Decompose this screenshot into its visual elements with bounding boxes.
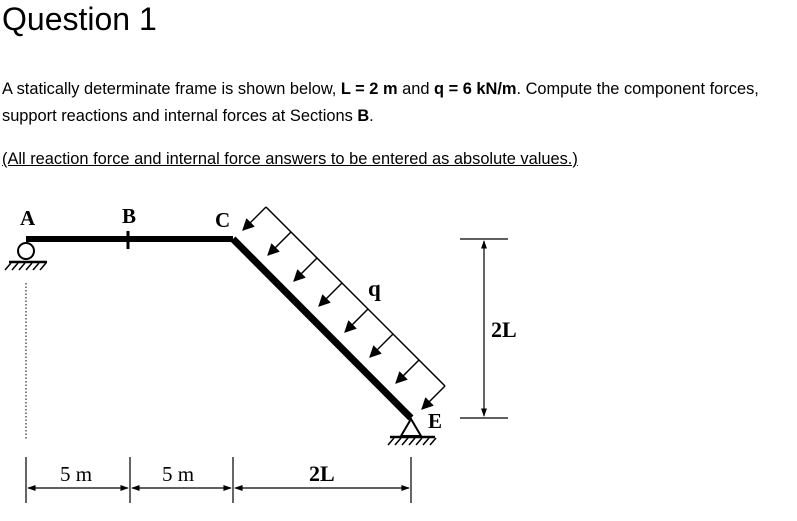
and-text: and bbox=[397, 80, 435, 98]
intro-text: A statically determinate frame is shown below, bbox=[2, 80, 341, 98]
dim-label-ab: 5 m bbox=[60, 462, 93, 486]
roller-support-a bbox=[5, 243, 47, 270]
height-label: 2L bbox=[491, 317, 517, 342]
dim-label-bc: 5 m bbox=[162, 462, 195, 486]
label-e: E bbox=[428, 409, 443, 433]
label-q: q bbox=[368, 276, 381, 301]
load-value: q = 6 kN/m bbox=[434, 80, 517, 98]
label-a: A bbox=[20, 206, 36, 230]
section-name: B bbox=[357, 107, 370, 125]
member-ce bbox=[233, 239, 411, 418]
end-text: . bbox=[369, 107, 374, 125]
dim-label-ce: 2L bbox=[309, 461, 335, 486]
task-text: . Compute the component forces, support reactions and internal forces at Sections bbox=[2, 80, 759, 125]
question-title: Question 1 bbox=[2, 1, 157, 37]
length-value: L = 2 m bbox=[340, 80, 398, 98]
label-b: B bbox=[122, 204, 137, 228]
answer-note: (All reaction force and internal force answers to be entered as absolute values.) bbox=[2, 150, 578, 168]
label-c: C bbox=[215, 208, 231, 232]
distributed-load bbox=[243, 207, 445, 409]
